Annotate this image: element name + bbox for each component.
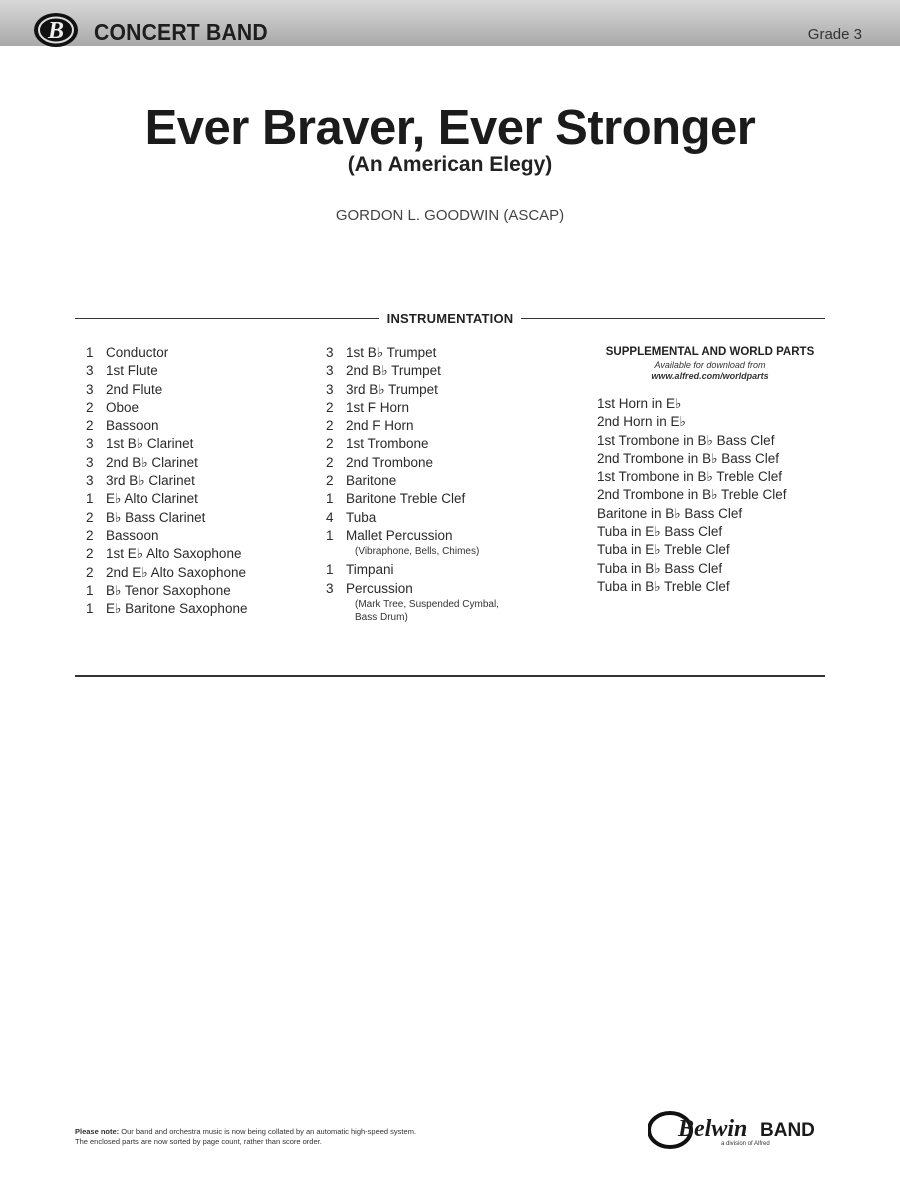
instrument-qty: 4 bbox=[326, 509, 334, 525]
instrument-qty: 2 bbox=[326, 473, 334, 489]
supplemental-parts bbox=[597, 346, 823, 596]
instrument-qty: 1 bbox=[326, 527, 334, 543]
instrument-name: 2nd F Horn bbox=[346, 418, 414, 434]
supplemental-item: 1st Horn in E♭ bbox=[597, 396, 682, 411]
supplemental-item: 2nd Trombone in B♭ Treble Clef bbox=[597, 487, 787, 503]
instrument-qty: 1 bbox=[86, 582, 94, 598]
instrument-row bbox=[326, 454, 499, 472]
instrument-name: Oboe bbox=[106, 399, 140, 415]
instrument-row bbox=[326, 527, 499, 545]
instrumentation-heading bbox=[75, 311, 825, 326]
footnote-label: Please note: bbox=[75, 1127, 120, 1136]
instrument-row bbox=[86, 509, 247, 527]
instrument-note-text: Bass Drum) bbox=[355, 611, 408, 623]
composer: GORDON L. GOODWIN (ASCAP) bbox=[335, 207, 565, 224]
footnote-text: Our band and orchestra music is now being collated by an automatic high-speed system. bbox=[121, 1127, 417, 1136]
supplemental-item: Tuba in E♭ Bass Clef bbox=[597, 524, 723, 540]
instrument-qty: 1 bbox=[86, 601, 94, 617]
instrument-qty: 3 bbox=[86, 363, 94, 379]
instrument-name: 2nd Flute bbox=[106, 381, 163, 397]
divider bbox=[75, 318, 379, 320]
instrument-name: Percussion bbox=[346, 580, 413, 596]
publisher-band: BAND bbox=[760, 1120, 815, 1141]
instrument-qty: 3 bbox=[86, 473, 94, 489]
instrument-qty: 1 bbox=[326, 562, 334, 578]
instrument-name: Baritone Treble Clef bbox=[346, 491, 466, 507]
supplemental-item: Tuba in E♭ Treble Clef bbox=[597, 542, 730, 558]
supplemental-item: Tuba in B♭ Treble Clef bbox=[597, 578, 730, 594]
instrument-qty: 3 bbox=[326, 381, 334, 397]
supplemental-url: www.alfred.com/worldparts bbox=[651, 371, 769, 381]
instrument-column-1 bbox=[86, 344, 247, 618]
instrument-row bbox=[86, 490, 247, 508]
instrument-name: Bassoon bbox=[106, 418, 159, 434]
svg-text:B: B bbox=[47, 18, 65, 44]
supplemental-item: Baritone in B♭ Bass Clef bbox=[597, 505, 743, 521]
instrument-qty: 1 bbox=[86, 491, 94, 507]
instrument-qty: 2 bbox=[86, 564, 94, 580]
footnote-line-2: The enclosed parts are now sorted by page count, rather than score order. bbox=[75, 1137, 322, 1146]
instrument-row bbox=[326, 399, 499, 417]
instrument-row bbox=[86, 600, 247, 618]
instrument-name: 1st Flute bbox=[106, 363, 158, 379]
instrument-qty: 1 bbox=[326, 491, 334, 507]
instrument-column-2 bbox=[326, 344, 499, 627]
divider bbox=[521, 318, 825, 320]
instrument-row bbox=[86, 417, 247, 435]
band-label: CONCERT BAND bbox=[94, 19, 268, 45]
instrument-qty: 3 bbox=[326, 580, 334, 596]
header-bar bbox=[0, 0, 900, 46]
publisher-division: a division of Alfred bbox=[721, 1141, 770, 1147]
instrument-qty: 2 bbox=[326, 454, 334, 470]
instrument-name: E♭ Baritone Saxophone bbox=[106, 601, 248, 617]
page-title: Ever Braver, Ever Stronger bbox=[144, 101, 756, 155]
instrument-row bbox=[326, 435, 499, 453]
belwin-band-logo bbox=[648, 1108, 828, 1152]
instrument-note bbox=[326, 598, 499, 624]
instrument-row bbox=[326, 362, 499, 380]
instrument-qty: 3 bbox=[86, 436, 94, 452]
instrument-qty: 2 bbox=[86, 527, 94, 543]
instrument-row bbox=[86, 564, 247, 582]
instrument-name: 3rd B♭ Clarinet bbox=[106, 473, 195, 489]
instrument-name: E♭ Alto Clarinet bbox=[106, 491, 198, 507]
grade-label: Grade 3 bbox=[807, 26, 862, 43]
instrument-name: Mallet Percussion bbox=[346, 527, 453, 543]
concert-band-logo-icon bbox=[32, 10, 80, 50]
instrument-name: 1st B♭ Trumpet bbox=[346, 345, 437, 360]
instrument-row bbox=[326, 561, 499, 579]
supplemental-list bbox=[597, 395, 823, 596]
instrument-name: 1st B♭ Clarinet bbox=[106, 436, 194, 452]
instrument-name: 3rd B♭ Trumpet bbox=[346, 381, 438, 397]
instrument-qty: 2 bbox=[326, 436, 334, 452]
instrument-name: 1st E♭ Alto Saxophone bbox=[106, 546, 242, 562]
instrument-qty: 2 bbox=[326, 418, 334, 434]
supplemental-item: 2nd Horn in E♭ bbox=[597, 414, 686, 430]
page-subtitle: (An American Elegy) bbox=[347, 153, 553, 176]
instrument-row bbox=[86, 399, 247, 417]
instrument-qty: 3 bbox=[326, 363, 334, 379]
instrument-name: 1st Trombone bbox=[346, 436, 429, 452]
instrument-name: Tuba bbox=[346, 509, 377, 525]
supplemental-heading: SUPPLEMENTAL AND WORLD PARTS bbox=[605, 346, 815, 358]
supplemental-item: 1st Trombone in B♭ Treble Clef bbox=[597, 469, 782, 485]
instrument-name: 2nd B♭ Trumpet bbox=[346, 363, 441, 379]
divider bbox=[75, 675, 825, 677]
footnote bbox=[75, 1127, 416, 1147]
instrument-note bbox=[326, 545, 499, 558]
instrument-name: 2nd B♭ Clarinet bbox=[106, 454, 198, 470]
instrument-name: Timpani bbox=[346, 562, 394, 578]
instrument-row bbox=[326, 381, 499, 399]
instrument-row bbox=[86, 582, 247, 600]
instrument-qty: 2 bbox=[86, 418, 94, 434]
instrument-row bbox=[86, 344, 247, 362]
instrument-name: Bassoon bbox=[106, 527, 159, 543]
instrument-name: B♭ Tenor Saxophone bbox=[106, 582, 231, 598]
instrument-note-text: (Vibraphone, Bells, Chimes) bbox=[355, 546, 480, 558]
instrument-row bbox=[326, 344, 499, 362]
publisher-word: Belwin bbox=[678, 1116, 748, 1142]
instrument-row bbox=[326, 417, 499, 435]
supplemental-available: Available for download from bbox=[654, 360, 766, 370]
instrument-row bbox=[86, 435, 247, 453]
instrument-name: 1st F Horn bbox=[346, 399, 410, 415]
instrument-name: B♭ Bass Clarinet bbox=[106, 509, 206, 525]
instrument-row bbox=[326, 490, 499, 508]
instrument-row bbox=[86, 362, 247, 380]
instrument-row bbox=[86, 472, 247, 490]
instrument-name: Baritone bbox=[346, 473, 397, 489]
instrument-row bbox=[86, 545, 247, 563]
instrument-qty: 3 bbox=[86, 454, 94, 470]
instrument-qty: 2 bbox=[86, 399, 94, 415]
instrument-qty: 3 bbox=[326, 345, 334, 360]
supplemental-item: 2nd Trombone in B♭ Bass Clef bbox=[597, 450, 779, 466]
instrumentation-heading-label: INSTRUMENTATION bbox=[386, 311, 514, 326]
instrument-row bbox=[326, 580, 499, 598]
instrument-name: 2nd Trombone bbox=[346, 454, 434, 470]
instrument-row bbox=[326, 472, 499, 490]
footnote-line-1 bbox=[75, 1127, 416, 1137]
instrument-qty: 2 bbox=[86, 509, 94, 525]
supplemental-item: Tuba in B♭ Bass Clef bbox=[597, 560, 723, 576]
instrument-name: Conductor bbox=[106, 345, 169, 360]
instrument-row bbox=[86, 381, 247, 399]
instrument-qty: 3 bbox=[86, 381, 94, 397]
instrument-qty: 2 bbox=[86, 546, 94, 562]
instrument-row bbox=[326, 509, 499, 527]
instrument-name: 2nd E♭ Alto Saxophone bbox=[106, 564, 246, 580]
instrument-qty: 1 bbox=[86, 345, 94, 360]
instrument-note-text: (Mark Tree, Suspended Cymbal, bbox=[355, 598, 499, 610]
supplemental-item: 1st Trombone in B♭ Bass Clef bbox=[597, 432, 775, 448]
instrument-qty: 2 bbox=[326, 399, 334, 415]
instrument-row bbox=[86, 454, 247, 472]
instrument-row bbox=[86, 527, 247, 545]
